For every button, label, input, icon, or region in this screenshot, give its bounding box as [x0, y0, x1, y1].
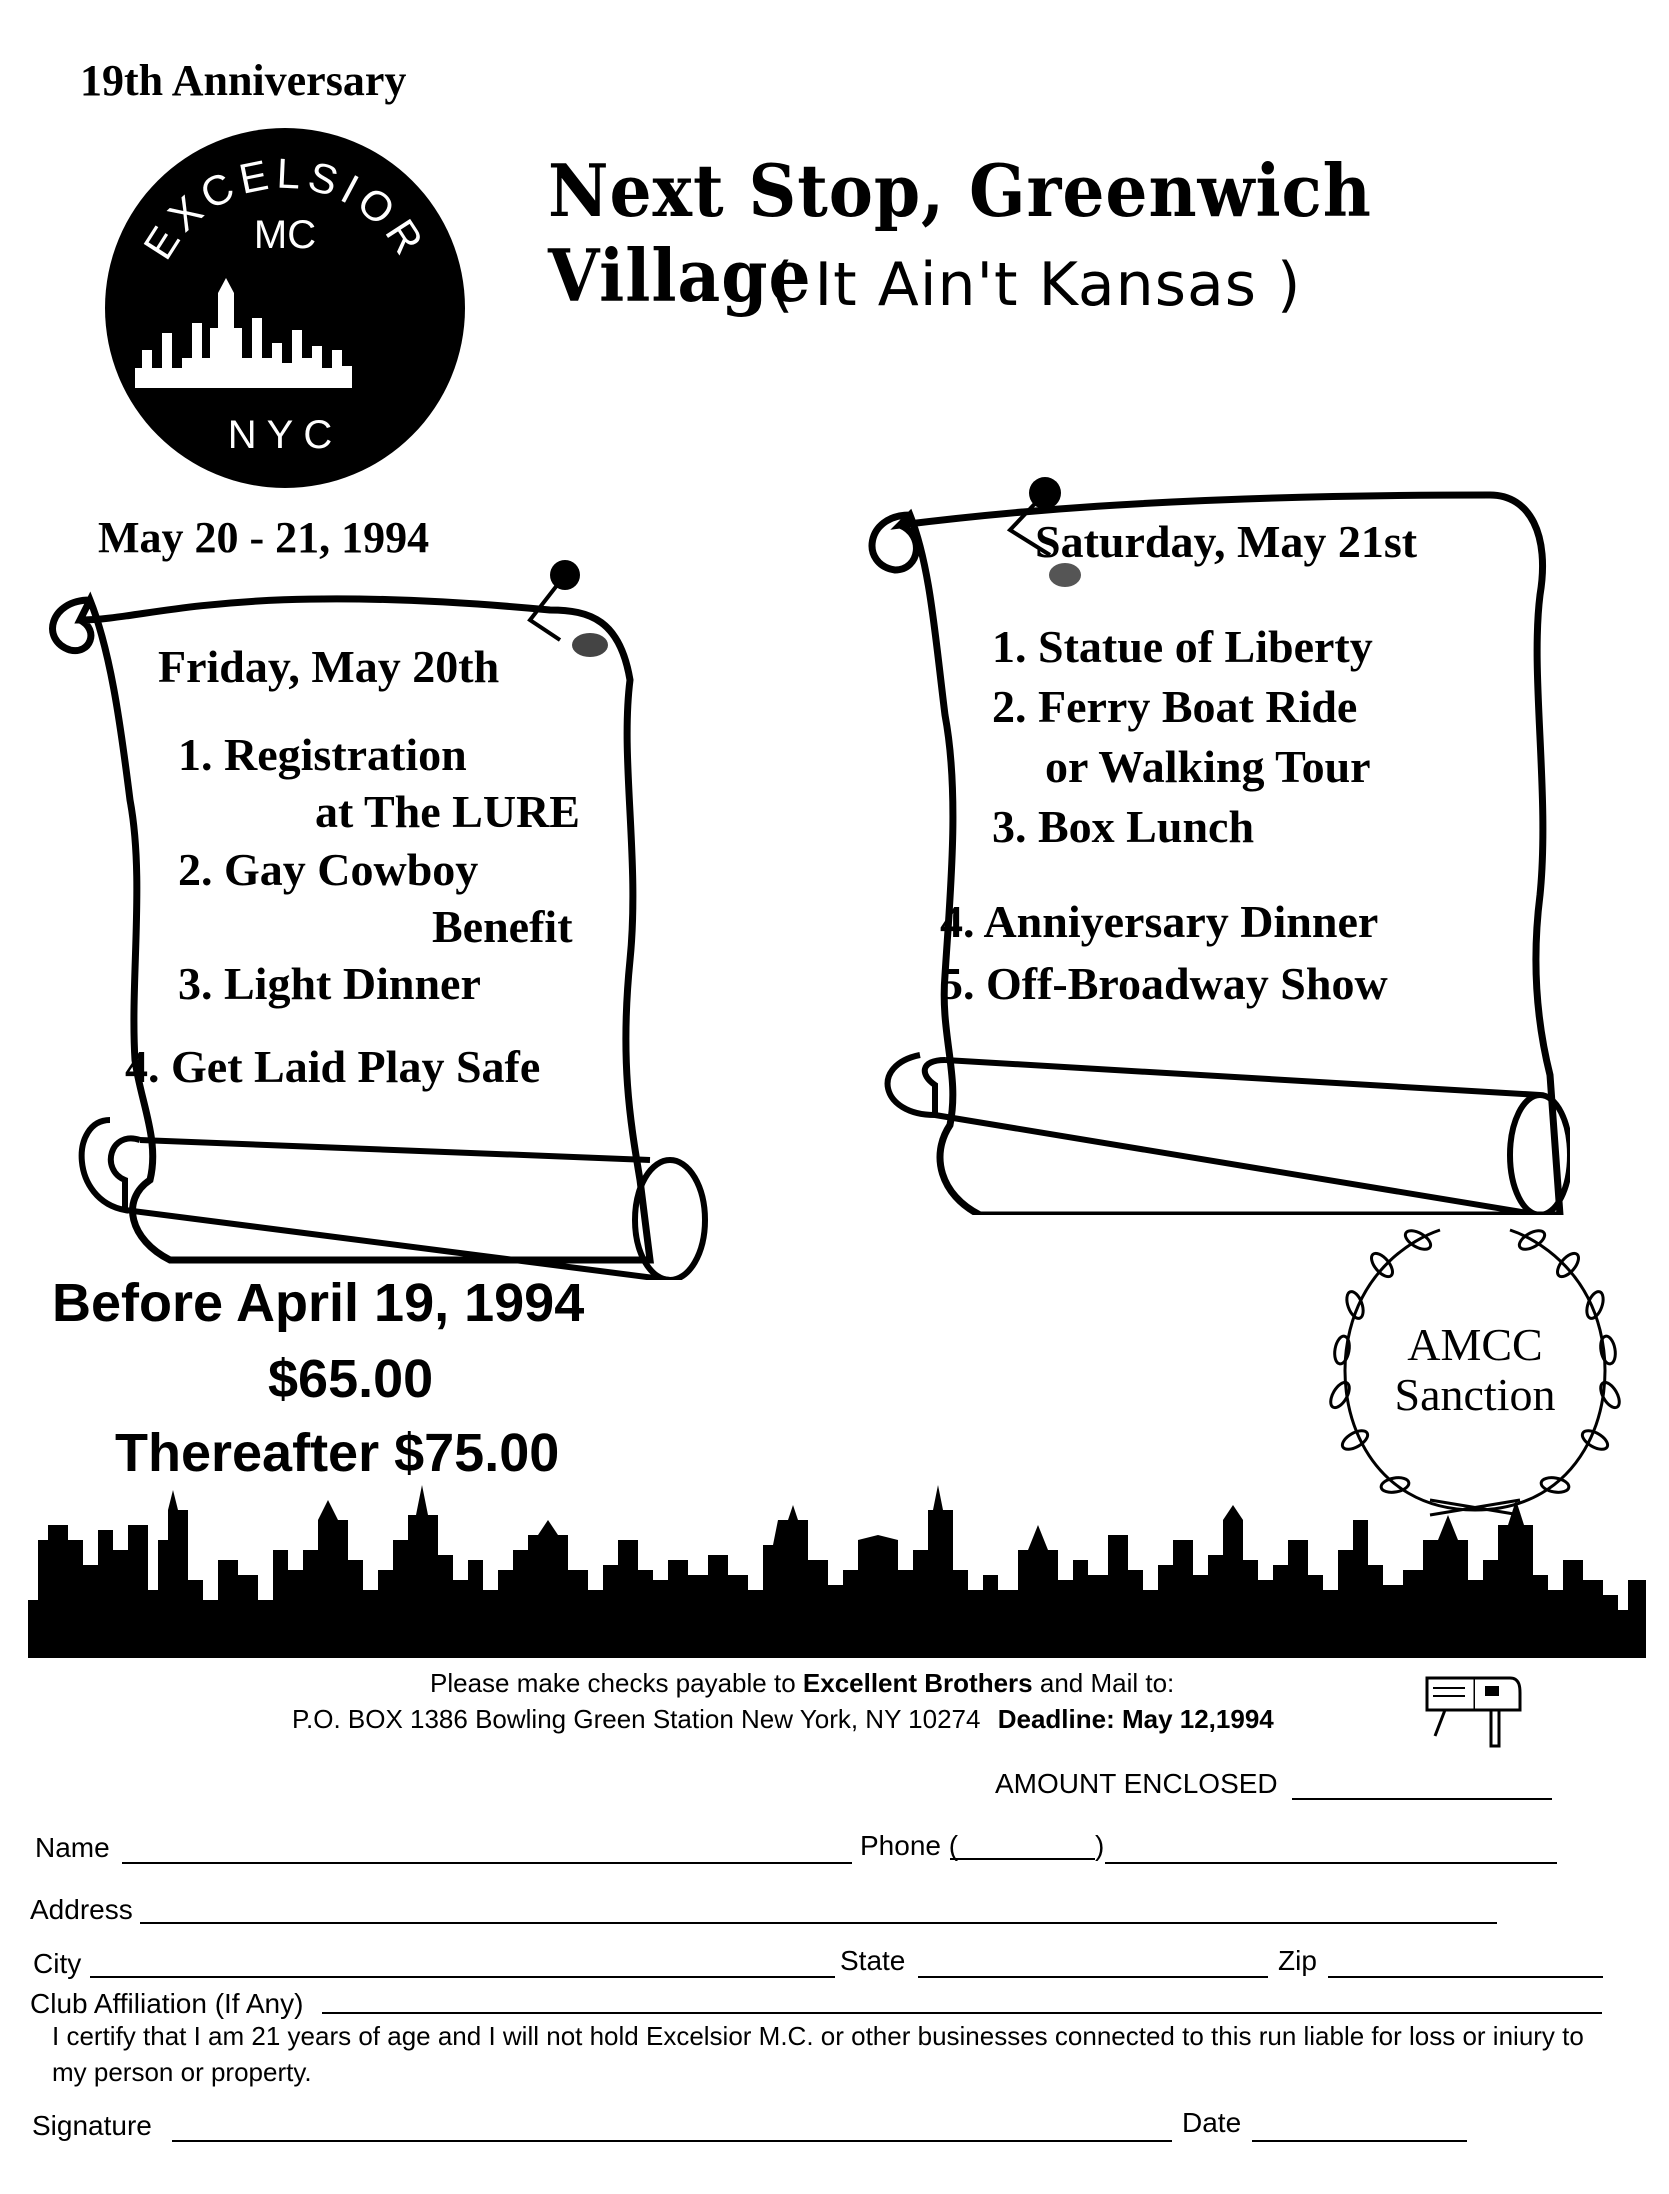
state-label: State: [840, 1945, 906, 1976]
mail-prefix: Please make checks payable to: [430, 1668, 796, 1698]
friday-item: at The LURE: [315, 786, 580, 837]
saturday-item: 2. Ferry Boat Ride: [992, 681, 1358, 732]
page-subtitle: ( It Ain't Kansas ): [770, 250, 1302, 320]
seal-line1: AMCC: [1407, 1319, 1543, 1370]
price-late: Thereafter $75.00: [115, 1423, 560, 1483]
club-affiliation-label: Club Affiliation (If Any): [30, 1988, 304, 2019]
phone-area-code-field[interactable]: [950, 1858, 1095, 1860]
mail-address: P.O. BOX 1386 Bowling Green Station New York, NY 10274: [292, 1704, 981, 1734]
price-early-label: Before April 19, 1994: [52, 1273, 585, 1333]
address-label: Address: [30, 1894, 133, 1925]
amount-enclosed-field[interactable]: [1292, 1798, 1552, 1800]
page-title: Next Stop, Greenwich Village: [548, 148, 1372, 318]
friday-heading: Friday, May 20th: [158, 641, 500, 692]
friday-item: 2. Gay Cowboy: [178, 844, 479, 895]
friday-item: 3. Light Dinner: [178, 958, 481, 1009]
event-dates: May 20 - 21, 1994: [98, 513, 430, 562]
address-field[interactable]: [140, 1922, 1497, 1924]
logo-text-mid: MC: [253, 213, 317, 257]
saturday-item: 1. Statue of Liberty: [992, 621, 1373, 672]
amount-enclosed-label: AMOUNT ENCLOSED: [995, 1768, 1278, 1799]
phone-close-paren: ): [1095, 1830, 1105, 1861]
mail-address-line: [292, 1704, 1274, 1735]
name-field[interactable]: [122, 1862, 852, 1864]
friday-item: 4. Get Laid Play Safe: [125, 1041, 541, 1092]
friday-item: 1. Registration: [178, 729, 467, 780]
club-affiliation-field[interactable]: [322, 2012, 1602, 2014]
saturday-heading: Saturday, May 21st: [1035, 516, 1418, 567]
saturday-item: 3. Box Lunch: [992, 801, 1255, 852]
city-field[interactable]: [90, 1976, 835, 1978]
phone-number-field[interactable]: [1105, 1862, 1557, 1864]
certification-text: I certify that I am 21 years of age and I will not hold Excelsior M.C. or other businesses connected to this run liable for loss or iniury to my person or property.: [52, 2021, 1584, 2087]
date-label: Date: [1182, 2107, 1242, 2138]
saturday-item: 4. Anniyersary Dinner: [940, 896, 1379, 947]
saturday-item: or Walking Tour: [1045, 741, 1371, 792]
signature-label: Signature: [32, 2110, 152, 2141]
anniversary-label: 19th Anniversary: [80, 56, 407, 105]
mail-instructions: [430, 1668, 1174, 1699]
price-early-amount: $65.00: [268, 1349, 434, 1409]
mail-suffix: and Mail to:: [1039, 1668, 1175, 1698]
zip-field[interactable]: [1328, 1976, 1603, 1978]
saturday-item: 5. Off-Broadway Show: [940, 958, 1388, 1009]
payee-name: Excellent Brothers: [802, 1668, 1033, 1698]
zip-label: Zip: [1278, 1945, 1317, 1976]
logo-text-top: EXCELSIOR: [134, 149, 436, 268]
logo-text-bottom: NYC: [227, 413, 343, 457]
city-label: City: [33, 1948, 82, 1979]
excelsior-logo: [80, 118, 480, 488]
friday-item: Benefit: [432, 901, 573, 952]
name-label: Name: [35, 1832, 110, 1863]
seal-line2: Sanction: [1394, 1369, 1556, 1420]
signature-field[interactable]: [172, 2140, 1172, 2142]
city-skyline: [28, 1480, 1646, 1658]
phone-label: Phone (: [860, 1830, 959, 1861]
deadline: Deadline: May 12,1994: [997, 1704, 1274, 1734]
date-field[interactable]: [1252, 2140, 1467, 2142]
state-field[interactable]: [918, 1976, 1268, 1978]
mailbox-icon: [1425, 1668, 1525, 1748]
